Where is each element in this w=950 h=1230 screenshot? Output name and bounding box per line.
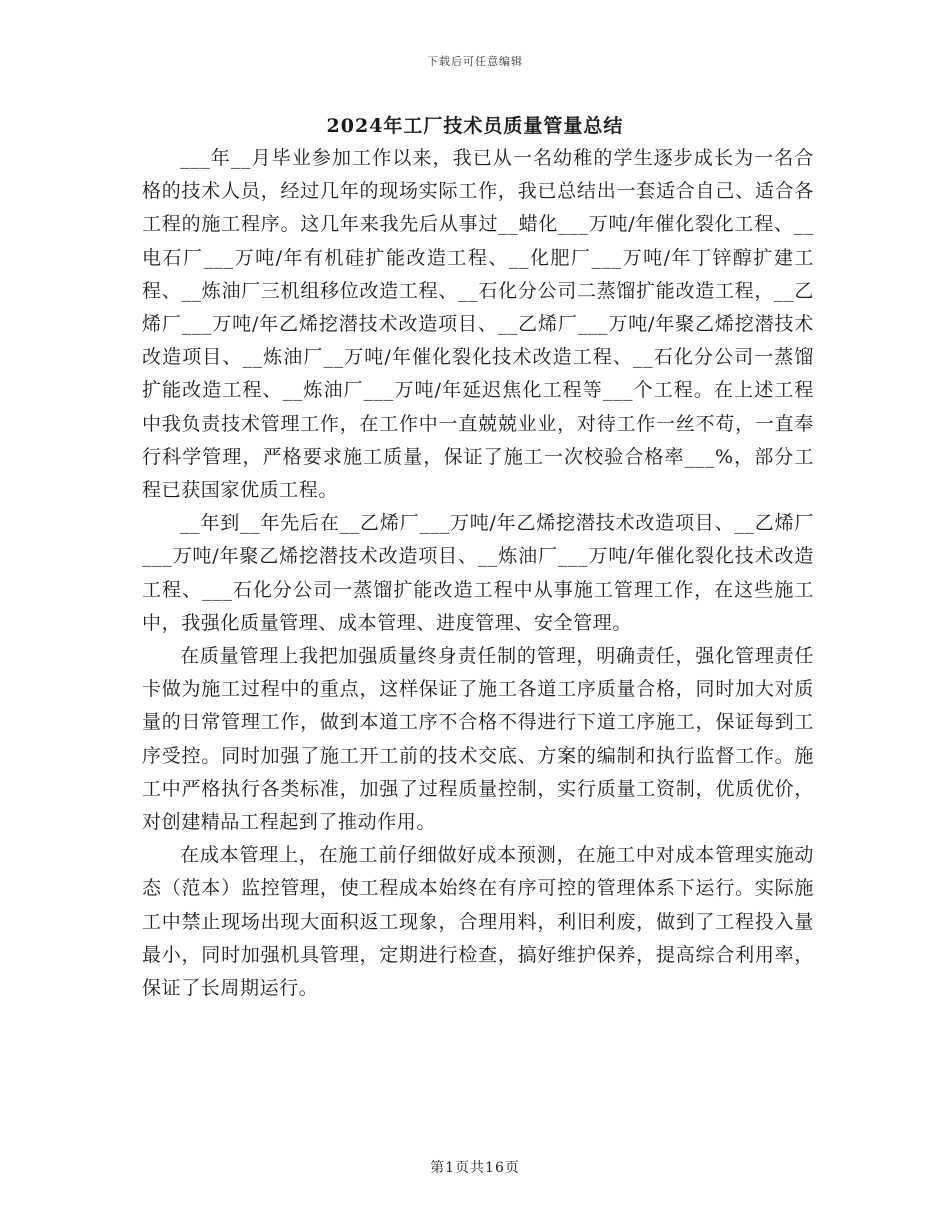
paragraph-construction-management: __年到__年先后在__乙烯厂___万吨/年乙烯挖潜技术改造项目、__乙烯厂___万吨/年聚乙烯挖潜技术改造项目、__炼油厂___万吨/年催化裂化技术改造工程、___石化分公司一蒸馏扩能改造工程中从事施工管理工作，在这些施工中，我强化质量管理、成本管理、进度管理、安全管理。 (142, 512, 814, 634)
document-body (142, 142, 814, 1005)
paragraph-work-history: ___年__月毕业参加工作以来，我已从一名幼稚的学生逐步成长为一名合格的技术人员，经过几年的现场实际工作，我已总结出一套适合自己、适合各工程的施工程序。这几年来我先后从事过__蜡化___万吨/年催化裂化工程、__电石厂___万吨/年有机硅扩能改造工程、__化肥厂___万吨/年丁锌醇扩建工程、__炼油厂三机组移位改造工程、__石化分公司二蒸馏扩能改造工程，__乙烯厂___万吨/年乙烯挖潜技术改造项目、__乙烯厂___万吨/年聚乙烯挖潜技术改造项目、__炼油厂__万吨/年催化裂化技术改造工程、__石化分公司一蒸馏扩能改造工程、__炼油厂___万吨/年延迟焦化工程等___个工程。在上述工程中我负责技术管理工作，在工作中一直兢兢业业，对待工作一丝不苟，一直奉行科学管理，严格要求施工质量，保证了施工一次校验合格率___%，部分工程已获国家优质工程。 (142, 147, 814, 502)
paragraph-quality-management: 在质量管理上我把加强质量终身责任制的管理，明确责任，强化管理责任卡做为施工过程中的重点，这样保证了施工各道工序质量合格，同时加大对质量的日常管理工作，做到本道工序不合格不得进行下道工序施工，保证每到工序受控。同时加强了施工开工前的技术交底、方案的编制和执行监督工作。施工中严格执行各类标准，加强了过程质量控制，实行质量工资制，优质优价，对创建精品工程起到了推动作用。 (142, 645, 814, 834)
header-note: 下载后可任意编辑 (427, 55, 523, 68)
document-title: 2024年工厂技术员质量管量总结 (326, 115, 624, 137)
paragraph-cost-management: 在成本管理上，在施工前仔细做好成本预测，在施工中对成本管理实施动态（范本）监控管理，使工程成本始终在有序可控的管理体系下运行。实际施工中禁止现场出现大面积返工现象，合理用料，利旧利废，做到了工程投入量最小，同时加强机具管理，定期进行检查，搞好维护保养，提高综合利用率，保证了长周期运行。 (142, 844, 814, 1000)
page-number: 第1页共16页 (430, 1160, 520, 1176)
